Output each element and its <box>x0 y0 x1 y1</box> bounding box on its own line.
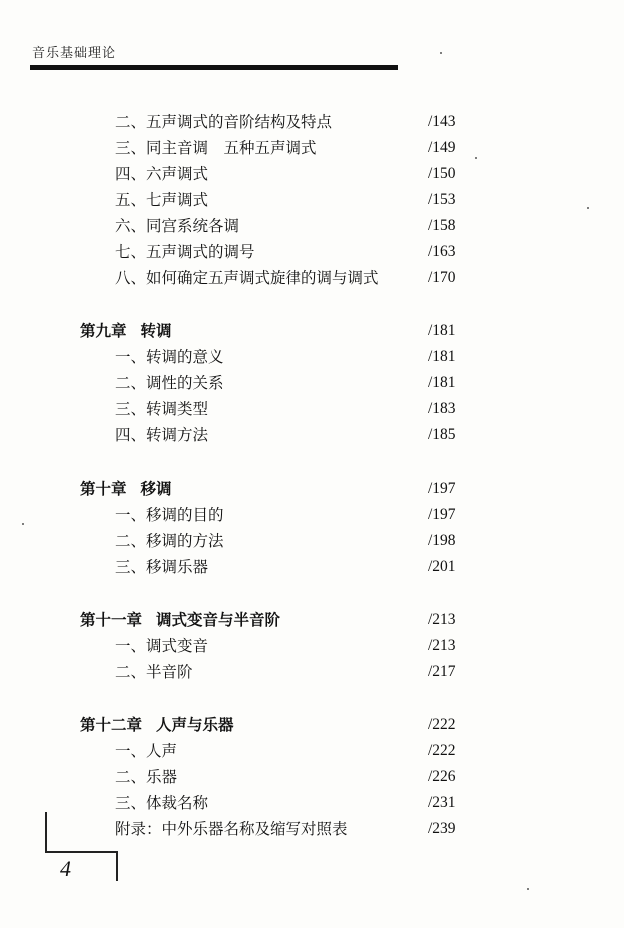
toc-page-number: /181 <box>428 322 456 339</box>
toc-page-number: /213 <box>428 637 456 654</box>
section-entry: 五、七声调式 <box>115 191 209 209</box>
running-head: 音乐基础理论 <box>32 46 117 61</box>
chapter-heading <box>80 713 234 737</box>
section-entry: 二、移调的方法 <box>115 532 224 550</box>
toc-page-number: /170 <box>428 269 456 286</box>
chapter-title: 调式变音与半音阶 <box>156 611 281 629</box>
footer-rule-tick <box>116 851 118 881</box>
toc-page-number: /231 <box>428 794 456 811</box>
section-entry: 三、移调乐器 <box>115 558 209 576</box>
chapter-number: 第十章 <box>80 480 127 498</box>
scan-speck <box>587 207 589 209</box>
toc-page-number: /158 <box>428 217 456 234</box>
chapter-number: 第十二章 <box>80 716 143 734</box>
section-entry: 二、调性的关系 <box>115 374 224 392</box>
section-entry: 附录：中外乐器名称及缩写对照表 <box>115 820 348 838</box>
toc-page-number: /183 <box>428 400 456 417</box>
toc-page-number: /222 <box>428 742 456 759</box>
chapter-heading <box>80 477 172 501</box>
section-entry: 二、五声调式的音阶结构及特点 <box>115 113 333 131</box>
toc-page-number: /163 <box>428 243 456 260</box>
toc-page-number: /181 <box>428 348 456 365</box>
toc-page-number: /213 <box>428 611 456 628</box>
section-entry: 二、乐器 <box>115 768 178 786</box>
scan-speck <box>475 157 477 159</box>
toc-page-number: /198 <box>428 532 456 549</box>
section-entry: 三、体裁名称 <box>115 794 209 812</box>
chapter-number: 第九章 <box>80 322 127 340</box>
chapter-title: 人声与乐器 <box>156 716 234 734</box>
section-entry: 三、同主音调 五种五声调式 <box>115 139 317 157</box>
scan-speck <box>22 523 24 525</box>
section-entry: 一、人声 <box>115 742 178 760</box>
section-entry: 三、转调类型 <box>115 400 209 418</box>
footer-rule-horizontal <box>45 851 117 853</box>
chapter-heading <box>80 319 172 343</box>
section-entry: 四、转调方法 <box>115 426 209 444</box>
toc-page-number: /197 <box>428 506 456 523</box>
toc-page-number: /222 <box>428 716 456 733</box>
section-entry: 一、移调的目的 <box>115 506 224 524</box>
toc-page-number: /197 <box>428 480 456 497</box>
section-entry: 一、转调的意义 <box>115 348 224 366</box>
section-entry: 二、半音阶 <box>115 663 193 681</box>
chapter-title: 转调 <box>140 322 172 340</box>
toc-page-number: /239 <box>428 820 456 837</box>
scan-speck <box>440 52 442 54</box>
toc-page-number: /149 <box>428 139 456 156</box>
section-entry: 一、调式变音 <box>115 637 209 655</box>
footer-rule-vertical <box>45 812 47 852</box>
section-entry: 八、如何确定五声调式旋律的调与调式 <box>115 269 379 287</box>
header-rule <box>30 65 398 70</box>
toc-page-number: /217 <box>428 663 456 680</box>
toc-page-number: /143 <box>428 113 456 130</box>
toc-page-number: /185 <box>428 426 456 443</box>
section-entry: 四、六声调式 <box>115 165 209 183</box>
toc-page-number: /153 <box>428 191 456 208</box>
toc-page-number: /181 <box>428 374 456 391</box>
chapter-number: 第十一章 <box>80 611 143 629</box>
section-entry: 七、五声调式的调号 <box>115 243 255 261</box>
scan-speck <box>527 888 529 890</box>
chapter-heading <box>80 608 280 632</box>
toc-page-number: /226 <box>428 768 456 785</box>
page-number: 4 <box>60 856 71 881</box>
chapter-title: 移调 <box>140 480 172 498</box>
toc-page-number: /150 <box>428 165 456 182</box>
toc-page-number: /201 <box>428 558 456 575</box>
section-entry: 六、同宫系统各调 <box>115 217 240 235</box>
